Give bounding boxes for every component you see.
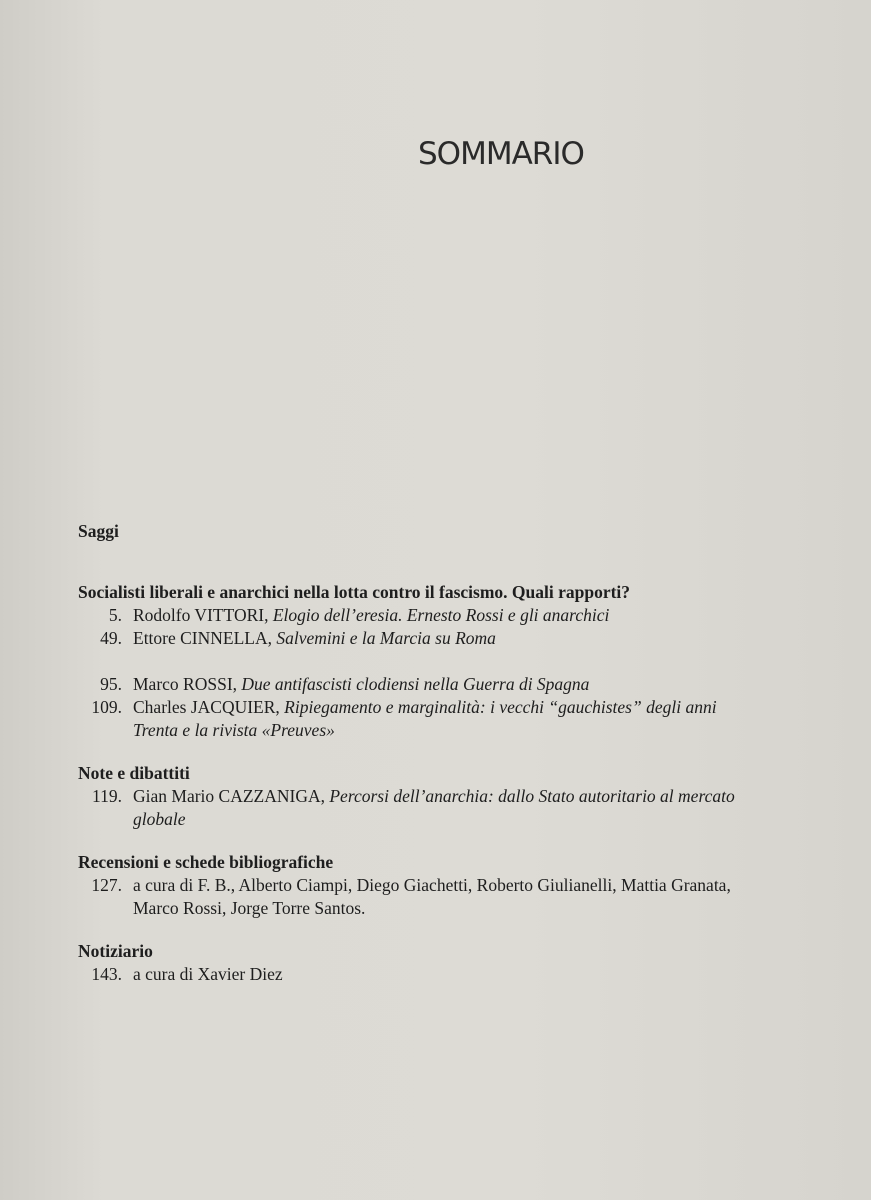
page-number: 95. bbox=[100, 674, 122, 694]
entry-text: a cura di Xavier Diez bbox=[133, 964, 283, 984]
page-number: 49. bbox=[100, 628, 122, 648]
section-heading-notiziario: Notiziario bbox=[78, 941, 153, 961]
page-number: 143. bbox=[91, 964, 122, 984]
entry-title: Ripiegamento e marginalità: i vecchi “gauchistes” degli anni Trenta e la rivista «Preuves» bbox=[133, 697, 717, 740]
section-heading-recensioni: Recensioni e schede bibliografiche bbox=[78, 852, 334, 872]
entry-title: Due antifascisti clodiensi nella Guerra di Spagna bbox=[241, 674, 590, 694]
section-heading-note: Note e dibattiti bbox=[78, 763, 190, 783]
toc-entry bbox=[78, 673, 778, 696]
entry-author: Gian Mario CAZZANIGA, bbox=[133, 786, 330, 806]
entry-title: Percorsi dell’anarchia: dallo Stato autoritario al mercato globale bbox=[133, 786, 735, 829]
page-number: 119. bbox=[92, 786, 122, 806]
entry-author: Ettore CINNELLA, bbox=[133, 628, 277, 648]
toc-entry bbox=[78, 696, 743, 742]
section-heading-saggi: Saggi bbox=[78, 521, 119, 541]
entry-title: Elogio dell’eresia. Ernesto Rossi e gli anarchici bbox=[272, 605, 610, 625]
toc-entry bbox=[78, 785, 743, 831]
page-number: 109. bbox=[91, 697, 122, 717]
section-subheading: Socialisti liberali e anarchici nella lotta contro il fascismo. Quali rapporti? bbox=[78, 582, 631, 602]
page-number: 127. bbox=[91, 875, 122, 895]
entry-author: Marco ROSSI, bbox=[133, 674, 242, 694]
page-number: 5. bbox=[108, 605, 122, 625]
toc-entry bbox=[78, 874, 743, 920]
toc-entry bbox=[78, 963, 778, 986]
entry-author: Charles JACQUIER, bbox=[133, 697, 285, 717]
toc-entry bbox=[78, 627, 778, 650]
page-title: SOMMARIO bbox=[418, 136, 584, 172]
entry-author: Rodolfo VITTORI, bbox=[133, 605, 273, 625]
entry-text: a cura di F. B., Alberto Ciampi, Diego Giachetti, Roberto Giulianelli, Mattia Granata, Marco Rossi, Jorge Torre Santos. bbox=[133, 875, 731, 918]
table-of-contents bbox=[78, 520, 778, 986]
entry-title: Salvemini e la Marcia su Roma bbox=[276, 628, 496, 648]
toc-entry bbox=[78, 604, 778, 627]
